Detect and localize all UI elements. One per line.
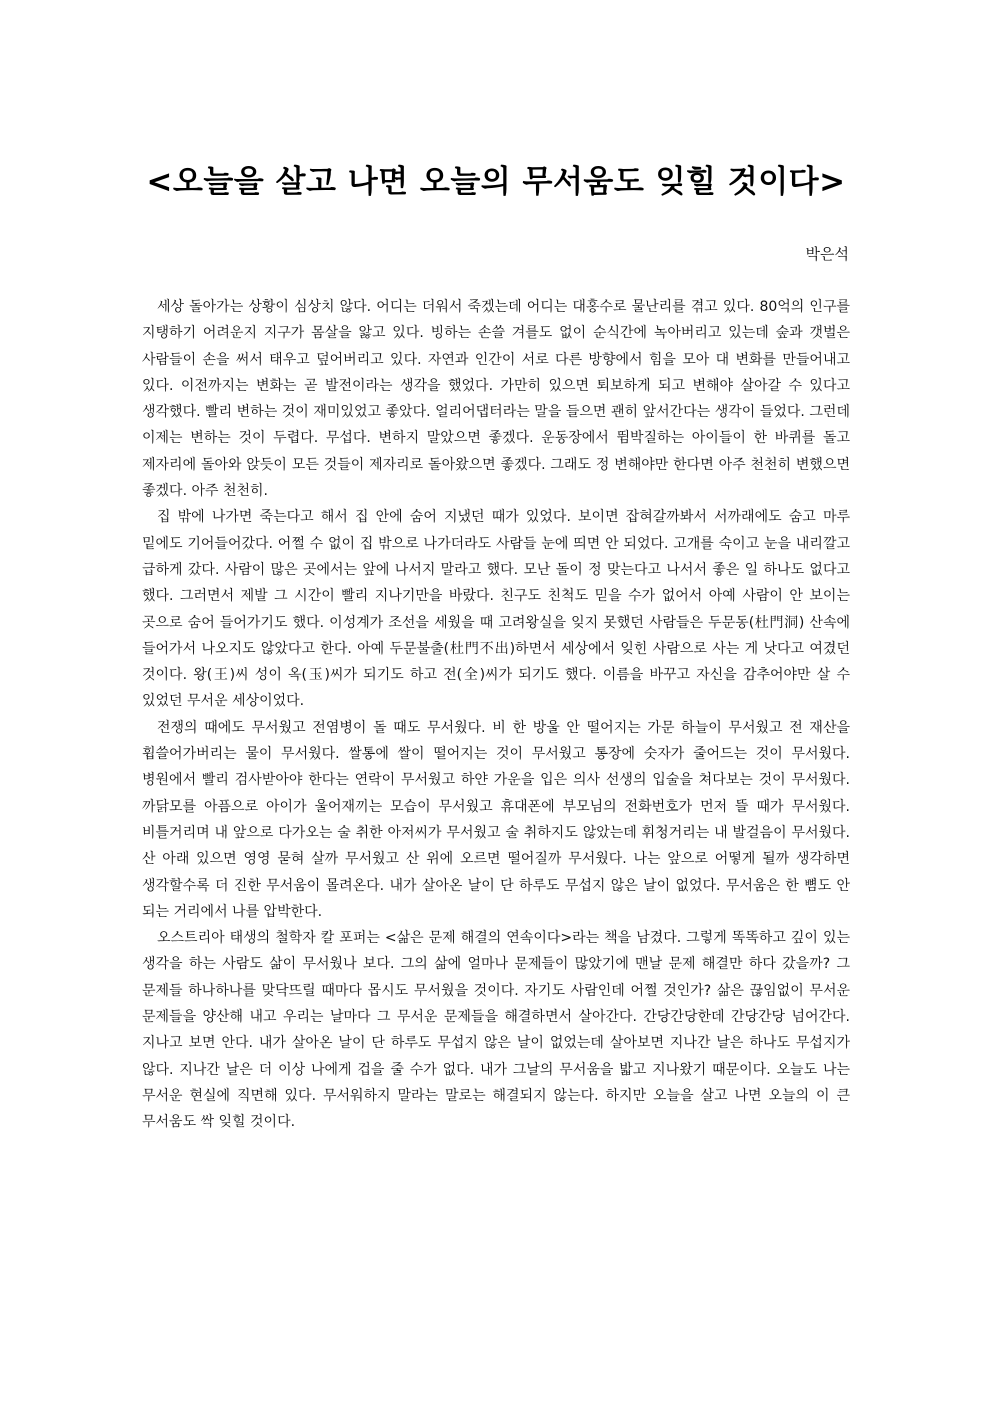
paragraph-4: 오스트리아 태생의 철학자 칼 포퍼는 <삶은 문제 해결의 연속이다>라는 책을 남겼다. 그렇게 똑똑하고 깊이 있는 생각을 하는 사람도 삶이 무서웠나 보다. 그의 삶에 얼마나 문제들이 많았기에 맨날 문제 해결만 하다 갔을까? 그 문제들 하나하나를 맞닥뜨릴 때마다 몹시도 무서웠을 것이다. 자기도 사람인데 어쩔 것인가? 삶은 끊임없이 무서운 문제들을 양산해 내고 우리는 날마다 그 무서운 문제들을 해결하면서 살아간다. 간당간당한데 간당간당 넘어간다. 지나고 보면 안다. 내가 살아온 날이 단 하루도 무섭지 않은 날이 없었는데 살아보면 지나간 날은 하나도 무섭지가 않다. 지나간 날은 더 이상 나에게 겁을 줄 수가 없다. 내가 그날의 무서움을 밟고 지나왔기 때문이다. 오늘도 나는 무서운 현실에 직면해 있다. 무서워하지 말라는 말로는 해결되지 않는다. 하지만 오늘을 살고 나면 오늘의 이 큰 무서움도 싹 잊힐 것이다. — [142, 930, 850, 1131]
author-name: 박은석 — [805, 245, 849, 263]
paragraph-1: 세상 돌아가는 상황이 심상치 않다. 어디는 더워서 죽겠는데 어디는 대홍수로 물난리를 겪고 있다. 80억의 인구를 지탱하기 어려운지 지구가 몸살을 앓고 있다. 빙하는 손쓸 겨를도 없이 순식간에 녹아버리고 있는데 숲과 갯벌은 사람들이 손을 써서 태우고 덮어버리고 있다. 자연과 인간이 서로 다른 방향에서 힘을 모아 대 변화를 만들어내고 있다. 이전까지는 변화는 곧 발전이라는 생각을 했었다. 가만히 있으면 퇴보하게 되고 변해야 살아갈 수 있다고 생각했다. 빨리 변하는 것이 재미있었고 좋았다. 얼리어댑터라는 말을 들으면 괜히 앞서간다는 생각이 들었다. 그런데 이제는 변하는 것이 두렵다. 무섭다. 변하지 말았으면 좋겠다. 운동장에서 뜀박질하는 아이들이 한 바퀴를 돌고 제자리에 돌아와 앉듯이 모든 것들이 제자리로 돌아왔으면 좋겠다. 그래도 정 변해야만 한다면 아주 천천히 변했으면 좋겠다. 아주 천천히. — [142, 299, 850, 500]
document-title: <오늘을 살고 나면 오늘의 무서움도 잊힐 것이다> — [146, 164, 846, 200]
paragraph-3: 전쟁의 때에도 무서웠고 전염병이 돌 때도 무서웠다. 비 한 방울 안 떨어지는 가문 하늘이 무서웠고 전 재산을 휩쓸어가버리는 물이 무서웠다. 쌀통에 쌀이 떨어지는 것이 무서웠고 통장에 숫자가 줄어드는 것이 무서웠다. 병원에서 빨리 검사받아야 한다는 연락이 무서웠고 하얀 가운을 입은 의사 선생의 입술을 쳐다보는 것이 무서웠다. 까닭모를 아픔으로 아이가 울어재끼는 모습이 무서웠고 휴대폰에 부모님의 전화번호가 먼저 뜰 때가 무서웠다. 비틀거리며 내 앞으로 다가오는 술 취한 아저씨가 무서웠고 술 취하지도 않았는데 휘청거리는 내 발걸음이 무서웠다. 산 아래 있으면 영영 묻혀 살까 무서웠고 산 위에 오르면 떨어질까 무서웠다. 나는 앞으로 어떻게 될까 생각하면 생각할수록 더 진한 무서움이 몰려온다. 내가 살아온 날이 단 하루도 무섭지 않은 날이 없었다. 무서움은 한 뼘도 안 되는 거리에서 나를 압박한다. — [142, 719, 850, 920]
paragraph-2: 집 밖에 나가면 죽는다고 해서 집 안에 숨어 지냈던 때가 있었다. 보이면 잡혀갈까봐서 서까래에도 숨고 마루 밑에도 기어들어갔다. 어쩔 수 없이 집 밖으로 나가더라도 사람들 눈에 띄면 안 되었다. 고개를 숙이고 눈을 내리깔고 급하게 갔다. 사람이 많은 곳에서는 앞에 나서지 말라고 했다. 모난 돌이 정 맞는다고 나서서 좋은 일 하나도 없다고 했다. 그러면서 제발 그 시간이 빨리 지나기만을 바랐다. 친구도 친척도 믿을 수가 없어서 아예 사람이 안 보이는 곳으로 숨어 들어가기도 했다. 이성계가 조선을 세웠을 때 고려왕실을 잊지 못했던 사람들은 두문동(杜門洞) 산속에 들어가서 나오지도 않았다고 한다. 아예 두문불출(杜門不出)하면서 세상에서 잊힌 사람으로 사는 게 낫다고 여겼던 것이다. 왕(王)씨 성이 옥(玉)씨가 되기도 하고 전(全)씨가 되기도 했다. 이름을 바꾸고 자신을 감추어야만 살 수 있었던 무서운 세상이었다. — [142, 509, 850, 710]
document-body — [142, 294, 850, 1136]
